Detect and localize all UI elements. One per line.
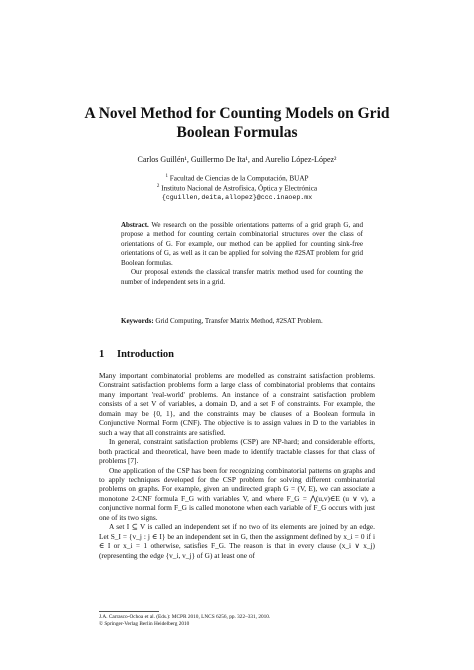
keywords-label: Keywords: — [121, 317, 154, 325]
section-title: Introduction — [117, 349, 174, 360]
abstract — [121, 221, 363, 287]
footnote-citation: J.A. Carrasco-Ochoa et al. (Eds.): MCPR 2010, LNCS 6256, pp. 322–331, 2010. — [99, 614, 271, 620]
body-paragraph-3: One application of the CSP has been for recognizing combinatorial patterns on graphs and to apply techniques developed for the CSP problem for solving different combinatorial problems on graphs. For example, given an undirected graph G = (V, E), we can associate a monotone 2-CNF formula F_G with variables V, and where F_G = ⋀(u,v)∈E (u ∨ v), a conjunctive normal form F_G is called monotone when each variable of F_G occurs with just one of its two signs. — [99, 465, 375, 522]
body-paragraph-1: Many important combinatorial problems are modelled as constraint satisfaction problems. Constraint satisfaction problems form a large class of combinatorial problems that contains many important 'real-world' problems. An instance of a constraint satisfaction problem consists of a set V of variables, a domain D, and a set F of constraints. For example, the domain may be {0, 1}, and the constraints may be clauses of a Boolean formula in Conjunctive Normal Form (CNF). The objective is to assign values in D to the variables in such a way that all constraints are satisfied. — [99, 371, 375, 437]
affiliation-1-mark: 1 — [165, 174, 168, 179]
abstract-label: Abstract. — [121, 221, 149, 229]
affiliation-2-mark: 2 — [156, 184, 160, 189]
paper-title: A Novel Method for Counting Models on Grid Boolean Formulas — [84, 105, 390, 141]
affiliation-2 — [40, 182, 434, 193]
body-paragraph-2: In general, constraint satisfaction problems (CSP) are NP-hard; and considerable efforts, both practical and theoretical, have been made to identify tractable classes for that class of problems [7]. — [99, 437, 375, 466]
affiliation-1-text: Facultad de Ciencias de la Computación, BUAP — [169, 174, 309, 183]
keywords-text: Grid Computing, Transfer Matrix Method, #2SAT Problem. — [153, 317, 323, 325]
abstract-paragraph-2: Our proposal extends the classical transfer matrix method used for counting the number of independent sets in a grid. — [121, 268, 363, 286]
keywords — [121, 317, 363, 326]
abstract-text: We research on the possible orientations patterns of a grid graph G, and propose a method for counting certain combinatorial structures over the class of orientations of G. For example, our method can be applied for counting sink-free orientations of G, as well as it can be applied for solving the #2SAT problem for grid Boolean formulas. — [121, 221, 363, 267]
author-list: Carlos Guillén¹, Guillermo De Ita¹, and Aurelio López-López² — [137, 155, 337, 164]
body-paragraph-4: A set I ⊆ V is called an independent set if no two of its elements are joined by an edge. Let S_I = {v_j : j ∈ I} be an independent set in G, then the assignment defined by x_i = 0 if i ∈ I or x_i = 1 otherwise, satisfies F_G. The reason is that in every clause (x_i ∨ x_j) (representing the edge {v_i, v_j} of G) at least one of — [99, 522, 375, 560]
section-number: 1 — [99, 349, 105, 360]
footnote-rule — [99, 611, 159, 612]
body-text — [99, 371, 375, 560]
section-heading — [99, 349, 174, 360]
author-emails: {cguillen,deita,allopez}@ccc.inaoep.mx — [161, 194, 313, 201]
affiliation-2-text: Instituto Nacional de Astrofísica, Óptica y Electrónica — [161, 184, 318, 193]
footnote-copyright: © Springer-Verlag Berlin Heidelberg 2010 — [99, 621, 190, 627]
